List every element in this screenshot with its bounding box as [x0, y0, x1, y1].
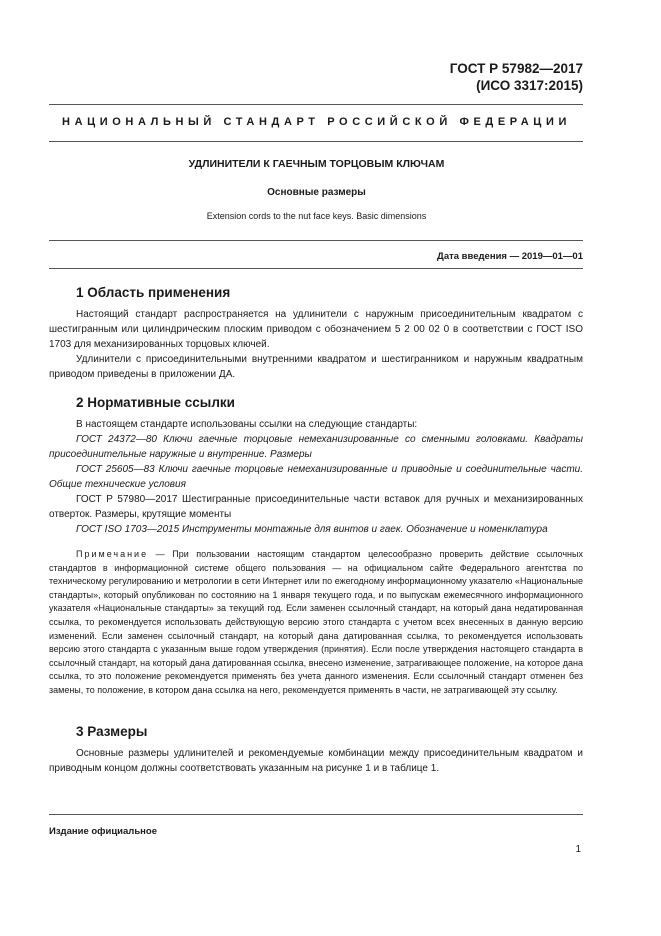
- footer-rule: [49, 814, 583, 815]
- reference-item: [49, 522, 583, 537]
- section-1-paragraph-2: Удлинители с присоединительными внутренними квадратом и шестигранником и наружным квадратным приводом приведены в приложении ДА.: [49, 354, 583, 380]
- english-title: Extension cords to the nut face keys. Basic dimensions: [206, 211, 427, 221]
- reference-text: ГОСТ 24372—80 Ключи гаечные торцовые немеханизированные со сменными головками. Квадраты присоединительные наружные и внутренние. Размеры: [49, 434, 583, 460]
- note-text: — При пользовании настоящим стандартом целесообразно проверить действие ссылочных стандартов в информационной системе общего пользования — на официальном сайте Федерального агентства по техническому регулированию и метрологии в сети Интернет или по ежегодному информационному указателю «Национальные стандарты», который опубликован по состоянию на 1 января текущего года, и по выпускам ежемесячного информационного указателя «Национальные стандарты» за текущий год. Если заменен ссылочный стандарт, на который дана недатированная ссылка, то рекомендуется использовать действующую версию этого стандарта с учетом всех внесенных в данную версию изменений. Если заменен ссылочный стандарт, на который дана датированная ссылка, то рекомендуется использовать версию этого стандарта с указанным выше годом утверждения (принятия). Если после утверждения настоящего стандарта в ссылочный стандарт, на который дана датированная ссылка, внесено изменение, затрагивающее положение, на которое дана ссылка, то это положение рекомендуется применять без учета данного изменения. Если ссылочный стандарт отменен без замены, то положение, в котором дана ссылка на него, рекомендуется применять в части, не затрагивающей эту ссылку.: [49, 549, 583, 695]
- reference-item: [49, 462, 583, 492]
- section-3-paragraph-1: Основные размеры удлинителей и рекомендуемые комбинации между присоединительным квадратом и приводным концом должны соответствовать указанным на рисунке 1 и в таблице 1.: [49, 748, 583, 774]
- standard-code: [450, 60, 583, 94]
- iso-number: (ИСО 3317:2015): [476, 78, 583, 93]
- reference-text: ГОСТ ISO 1703—2015 Инструменты монтажные для винтов и гаек. Обозначение и номенклатура: [76, 524, 548, 535]
- reference-text: ГОСТ 25605—83 Ключи гаечные торцовые немеханизированные и приводные и соединительные части. Общие технические условия: [49, 464, 583, 490]
- date-rule: [49, 268, 583, 269]
- section-2-intro: В настоящем стандарте использованы ссылки на следующие стандарты:: [76, 419, 418, 430]
- reference-text: ГОСТ Р 57980—2017 Шестигранные присоединительные части вставок для ручных и механизированных отверток. Размеры, крутящие моменты: [49, 494, 583, 520]
- reference-item: [49, 492, 583, 522]
- note-block: [49, 548, 583, 698]
- document-subtitle: Основные размеры: [267, 187, 366, 198]
- reference-item: [49, 432, 583, 462]
- section-2-heading: 2 Нормативные ссылки: [76, 395, 235, 410]
- standard-number: ГОСТ Р 57982—2017: [449, 61, 583, 76]
- note-label: Примечание: [76, 549, 149, 559]
- page-number: 1: [575, 844, 581, 855]
- edition-label: Издание официальное: [49, 826, 157, 837]
- top-rule: [49, 104, 583, 105]
- banner-rule: [49, 141, 583, 142]
- section-1-heading: 1 Область применения: [76, 285, 231, 300]
- section-3-heading: 3 Размеры: [76, 724, 148, 739]
- title-rule: [49, 240, 583, 241]
- national-standard-banner: НАЦИОНАЛЬНЫЙ СТАНДАРТ РОССИЙСКОЙ ФЕДЕРАЦИИ: [62, 116, 571, 128]
- effective-date: Дата введения — 2019—01—01: [437, 251, 583, 262]
- section-1-paragraph-1: Настоящий стандарт распространяется на удлинители с наружным присоединительным квадратом с шестигранным или цилиндрическим плоским приводом с обозначением 5 2 00 02 0 в соответствии с ГОСТ ISO 1703 для механизированных торцовых ключей.: [49, 309, 583, 350]
- document-title: УДЛИНИТЕЛИ К ГАЕЧНЫМ ТОРЦОВЫМ КЛЮЧАМ: [188, 158, 445, 170]
